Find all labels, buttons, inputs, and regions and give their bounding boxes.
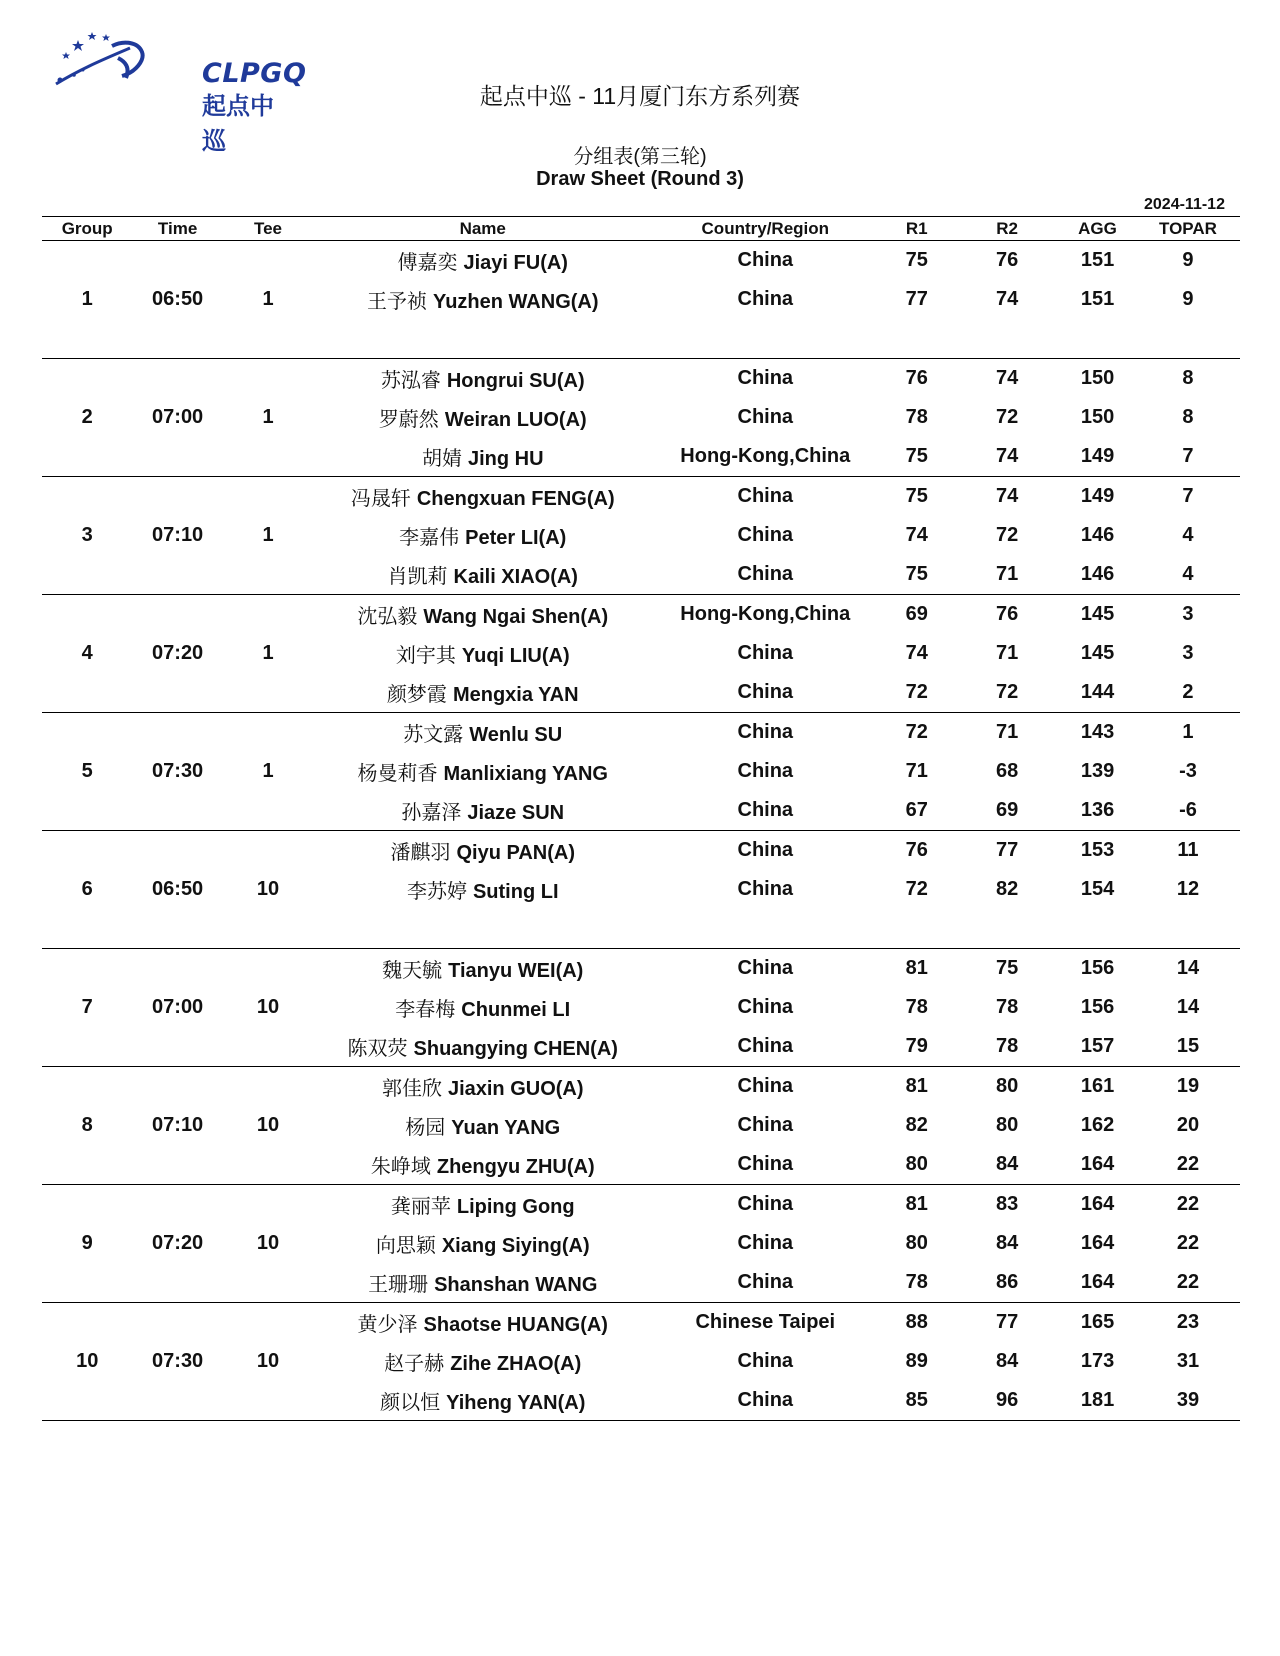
player-r2: 84 <box>996 1232 1019 1254</box>
player-r2: 84 <box>996 1350 1019 1372</box>
player-country: China <box>737 1193 794 1215</box>
player-r2: 72 <box>955 673 1059 713</box>
empty-cell <box>1059 319 1136 359</box>
player-r2: 74 <box>996 367 1019 389</box>
group-tee: 10 <box>223 1303 313 1421</box>
player-name-en: Weiran LUO(A) <box>444 409 587 431</box>
player-name <box>313 1342 652 1381</box>
player-country: China <box>737 249 794 271</box>
player-agg: 146 <box>1059 555 1136 595</box>
player-row <box>42 713 1240 753</box>
player-name-en: Peter LI(A) <box>465 527 567 549</box>
player-country: China <box>737 485 794 507</box>
player-name-en: Zihe ZHAO(A) <box>450 1353 582 1375</box>
empty-cell <box>955 909 1059 949</box>
player-name-cn: 傅嘉奕 <box>397 252 458 274</box>
player-r1: 71 <box>905 760 928 782</box>
player-topar: 11 <box>1177 839 1199 861</box>
player-agg: 145 <box>1080 603 1115 625</box>
player-r1: 75 <box>905 249 928 271</box>
player-topar: 7 <box>1136 437 1240 477</box>
player-r2: 72 <box>996 406 1019 428</box>
player-name-cn: 李春梅 <box>395 999 456 1021</box>
player-r1: 77 <box>905 288 928 310</box>
empty-cell <box>1136 909 1240 949</box>
player-topar: 9 <box>1182 288 1194 310</box>
player-name <box>313 713 652 753</box>
player-country: China <box>652 673 878 713</box>
player-name <box>313 359 652 399</box>
player-r2: 72 <box>996 524 1019 546</box>
player-row <box>42 1185 1240 1225</box>
player-name <box>313 1027 652 1067</box>
player-agg: 139 <box>1080 760 1115 782</box>
player-name <box>313 555 652 595</box>
player-topar: 19 <box>1176 1075 1200 1097</box>
player-agg: 146 <box>1080 524 1115 546</box>
player-name-en: Wang Ngai Shen(A) <box>423 606 609 628</box>
player-agg: 156 <box>1080 996 1115 1018</box>
logo-text-en: CLPGQ <box>202 58 307 89</box>
subtitle-cn: 分组表(第三轮) <box>573 146 707 168</box>
player-r1: 75 <box>878 555 955 595</box>
group-group: 8 <box>42 1067 132 1185</box>
player-row <box>42 241 1240 281</box>
player-country: China <box>737 1350 794 1372</box>
player-name-en: Suting LI <box>472 881 559 903</box>
player-r1: 81 <box>905 1193 928 1215</box>
group-group: 3 <box>42 477 132 595</box>
player-name <box>313 1224 652 1263</box>
player-r1: 78 <box>878 1263 955 1303</box>
player-r2: 74 <box>955 437 1059 477</box>
player-r2: 82 <box>996 878 1019 900</box>
player-country: Hong-Kong,China <box>680 603 851 625</box>
player-r2: 84 <box>955 1145 1059 1185</box>
player-name-en: Shaotse HUANG(A) <box>423 1314 608 1336</box>
player-topar: -3 <box>1179 760 1197 782</box>
player-name-en: Manlixiang YANG <box>443 763 608 785</box>
player-r2: 71 <box>996 642 1019 664</box>
player-name <box>313 595 652 635</box>
player-topar: 8 <box>1182 406 1194 428</box>
group-time: 07:20 <box>132 1185 222 1303</box>
player-agg: 154 <box>1080 878 1115 900</box>
player-name-cn: 赵子赫 <box>384 1353 445 1375</box>
player-r1: 82 <box>905 1114 928 1136</box>
player-agg: 181 <box>1059 1381 1136 1421</box>
player-name-en: Jiaxin GUO(A) <box>447 1078 584 1100</box>
player-topar: 4 <box>1182 524 1194 546</box>
player-r1: 78 <box>905 996 928 1018</box>
player-agg: 173 <box>1080 1350 1115 1372</box>
player-name <box>313 1067 652 1107</box>
player-country: China <box>652 1145 878 1185</box>
group-group: 6 <box>42 831 132 949</box>
player-country: China <box>737 1075 794 1097</box>
col-header-group: Group <box>42 217 132 241</box>
player-name <box>313 477 652 517</box>
player-r2: 80 <box>996 1114 1019 1136</box>
player-name <box>313 1145 652 1185</box>
col-header-agg: AGG <box>1059 217 1136 241</box>
player-r2: 96 <box>955 1381 1059 1421</box>
group-tee: 10 <box>223 1185 313 1303</box>
player-row <box>42 949 1240 989</box>
player-country: China <box>652 1263 878 1303</box>
player-topar: 7 <box>1182 485 1194 507</box>
player-r2: 80 <box>996 1075 1019 1097</box>
player-name-cn: 龚丽苹 <box>390 1196 451 1218</box>
group-group: 10 <box>42 1303 132 1421</box>
player-agg: 161 <box>1080 1075 1115 1097</box>
group-tee: 10 <box>223 1067 313 1185</box>
player-topar: 31 <box>1176 1350 1200 1372</box>
player-name <box>313 791 652 831</box>
empty-cell <box>652 319 878 359</box>
player-name-cn: 杨曼莉香 <box>357 763 438 785</box>
player-country: Hong-Kong,China <box>652 437 878 477</box>
player-topar: 15 <box>1136 1027 1240 1067</box>
player-agg: 153 <box>1080 839 1115 861</box>
player-name-en: Hongrui SU(A) <box>446 370 585 392</box>
player-agg: 151 <box>1080 288 1115 310</box>
group-group: 2 <box>42 359 132 477</box>
player-r2: 77 <box>996 839 1019 861</box>
empty-cell <box>1136 319 1240 359</box>
player-topar: 8 <box>1182 367 1194 389</box>
group-group: 1 <box>42 241 132 359</box>
player-r2: 86 <box>955 1263 1059 1303</box>
player-country: China <box>652 1027 878 1067</box>
group-tee: 1 <box>223 241 313 359</box>
player-name <box>313 241 652 281</box>
group-time: 06:50 <box>132 241 222 359</box>
player-name-cn: 李苏婷 <box>406 881 467 903</box>
player-r2: 78 <box>996 996 1019 1018</box>
player-name-cn: 刘宇其 <box>395 645 456 667</box>
player-name <box>313 1381 652 1421</box>
player-r1: 80 <box>905 1232 928 1254</box>
player-name-en: Shanshan WANG <box>434 1274 598 1296</box>
player-r1: 74 <box>905 642 928 664</box>
group-time: 07:10 <box>132 1067 222 1185</box>
player-r1: 76 <box>905 367 928 389</box>
player-name-en: Chengxuan FENG(A) <box>416 488 615 510</box>
player-name-cn: 罗蔚然 <box>378 409 439 431</box>
player-r1: 69 <box>905 603 928 625</box>
player-topar: 39 <box>1136 1381 1240 1421</box>
player-agg: 149 <box>1059 437 1136 477</box>
group-tee: 1 <box>223 477 313 595</box>
player-name-en: Yuzhen WANG(A) <box>432 291 599 313</box>
player-name-cn: 潘麒羽 <box>390 842 451 864</box>
player-topar: 23 <box>1176 1311 1200 1333</box>
empty-cell <box>878 909 955 949</box>
player-r1: 72 <box>905 878 928 900</box>
player-row <box>42 359 1240 399</box>
player-r1: 89 <box>905 1350 928 1372</box>
empty-cell <box>1059 909 1136 949</box>
player-name <box>313 870 652 909</box>
player-row <box>42 595 1240 635</box>
player-name-cn: 魏天毓 <box>382 960 443 982</box>
player-name-en: Yiheng YAN(A) <box>446 1392 586 1414</box>
group-time: 07:30 <box>132 1303 222 1421</box>
player-r2: 74 <box>996 288 1019 310</box>
player-r2: 78 <box>955 1027 1059 1067</box>
player-name-cn: 王予祯 <box>366 291 427 313</box>
player-agg: 164 <box>1080 1193 1115 1215</box>
player-country: China <box>737 524 794 546</box>
player-name-cn: 苏文露 <box>403 724 464 746</box>
draw-sheet-table <box>42 216 1240 1421</box>
player-country: China <box>737 642 794 664</box>
player-r1: 85 <box>878 1381 955 1421</box>
player-r1: 78 <box>905 406 928 428</box>
player-r1: 72 <box>878 673 955 713</box>
player-name-cn: 郭佳欣 <box>381 1078 442 1100</box>
subtitle-en: Draw Sheet (Round 3) <box>536 168 744 190</box>
player-r1: 79 <box>878 1027 955 1067</box>
player-topar: 22 <box>1176 1232 1200 1254</box>
player-name <box>313 634 652 673</box>
player-r2: 83 <box>996 1193 1019 1215</box>
player-agg: 136 <box>1059 791 1136 831</box>
player-name <box>313 437 652 477</box>
player-r1: 75 <box>878 437 955 477</box>
group-time: 07:20 <box>132 595 222 713</box>
draw-date: 2024-11-12 <box>1144 196 1225 213</box>
player-agg: 157 <box>1059 1027 1136 1067</box>
player-topar: 14 <box>1176 996 1200 1018</box>
player-r1: 80 <box>878 1145 955 1185</box>
empty-cell <box>652 909 878 949</box>
player-name-en: Yuan YANG <box>451 1117 561 1139</box>
player-agg: 144 <box>1059 673 1136 713</box>
player-name <box>313 1185 652 1225</box>
player-topar: 22 <box>1176 1193 1200 1215</box>
col-header-topar: TOPAR <box>1136 217 1240 241</box>
player-name-en: Zhengyu ZHU(A) <box>436 1156 595 1178</box>
player-r2: 77 <box>996 1311 1019 1333</box>
player-agg: 162 <box>1080 1114 1115 1136</box>
group-tee: 1 <box>223 359 313 477</box>
table-header-row <box>42 217 1240 241</box>
player-name-cn: 向思颖 <box>375 1235 436 1257</box>
player-topar: 22 <box>1136 1145 1240 1185</box>
group-tee: 10 <box>223 949 313 1067</box>
player-name-cn: 颜梦霞 <box>386 684 447 706</box>
player-name-en: Jing HU <box>467 448 544 470</box>
player-r1: 81 <box>905 957 928 979</box>
player-r2: 68 <box>996 760 1019 782</box>
player-r2: 75 <box>996 957 1019 979</box>
empty-cell <box>313 909 652 949</box>
empty-cell <box>313 319 652 359</box>
player-name-cn: 孙嘉泽 <box>401 802 462 824</box>
group-tee: 1 <box>223 713 313 831</box>
group-group: 5 <box>42 713 132 831</box>
group-time: 07:00 <box>132 359 222 477</box>
player-r1: 75 <box>905 485 928 507</box>
player-name <box>313 1303 652 1343</box>
player-name-cn: 肖凯莉 <box>387 566 448 588</box>
group-tee: 1 <box>223 595 313 713</box>
player-name-cn: 胡婧 <box>421 448 462 470</box>
player-row <box>42 831 1240 871</box>
draw-table-body <box>42 241 1240 1421</box>
player-row <box>42 1303 1240 1343</box>
group-group: 9 <box>42 1185 132 1303</box>
player-topar: 2 <box>1136 673 1240 713</box>
player-row <box>42 1067 1240 1107</box>
player-r1: 72 <box>905 721 928 743</box>
player-country: China <box>737 878 794 900</box>
player-topar: -6 <box>1136 791 1240 831</box>
player-name-cn: 冯晟轩 <box>350 488 411 510</box>
group-time: 06:50 <box>132 831 222 949</box>
player-r2: 74 <box>996 485 1019 507</box>
player-agg: 143 <box>1080 721 1115 743</box>
player-country: China <box>652 1381 878 1421</box>
player-name-cn: 李嘉伟 <box>399 527 460 549</box>
player-agg: 150 <box>1080 367 1115 389</box>
player-name-en: Tianyu WEI(A) <box>448 960 584 982</box>
player-name <box>313 988 652 1027</box>
player-r2: 71 <box>955 555 1059 595</box>
player-r2: 76 <box>996 249 1019 271</box>
player-country: China <box>737 1232 794 1254</box>
col-header-tee: Tee <box>223 217 313 241</box>
player-topar: 1 <box>1182 721 1194 743</box>
col-header-country: Country/Region <box>652 217 878 241</box>
player-name <box>313 752 652 791</box>
player-agg: 151 <box>1080 249 1115 271</box>
player-country: China <box>737 957 794 979</box>
player-country: China <box>737 406 794 428</box>
player-agg: 164 <box>1059 1145 1136 1185</box>
player-row <box>42 477 1240 517</box>
player-name-cn: 颜以恒 <box>380 1392 441 1414</box>
player-name <box>313 673 652 713</box>
player-country: China <box>737 1114 794 1136</box>
player-agg: 164 <box>1080 1232 1115 1254</box>
player-r1: 74 <box>905 524 928 546</box>
player-name-en: Jiayi FU(A) <box>463 252 568 274</box>
player-r2: 76 <box>996 603 1019 625</box>
player-agg: 149 <box>1080 485 1115 507</box>
player-name <box>313 280 652 319</box>
player-name-en: Kaili XIAO(A) <box>453 566 578 588</box>
empty-cell <box>955 319 1059 359</box>
player-name-en: Liping Gong <box>456 1196 575 1218</box>
player-r1: 81 <box>905 1075 928 1097</box>
player-topar: 12 <box>1176 878 1200 900</box>
player-name <box>313 1263 652 1303</box>
player-agg: 150 <box>1080 406 1115 428</box>
player-topar: 14 <box>1176 957 1200 979</box>
player-agg: 156 <box>1080 957 1115 979</box>
col-header-r2: R2 <box>955 217 1059 241</box>
player-topar: 3 <box>1182 603 1194 625</box>
player-topar: 9 <box>1182 249 1194 271</box>
player-topar: 22 <box>1136 1263 1240 1303</box>
player-name <box>313 831 652 871</box>
player-country: China <box>737 996 794 1018</box>
group-time: 07:10 <box>132 477 222 595</box>
player-country: Chinese Taipei <box>695 1311 836 1333</box>
player-r1: 67 <box>878 791 955 831</box>
col-header-r1: R1 <box>878 217 955 241</box>
page-title: 起点中巡 - 11月厦门东方系列赛 <box>479 83 801 109</box>
group-time: 07:30 <box>132 713 222 831</box>
player-name <box>313 516 652 555</box>
player-topar: 3 <box>1182 642 1194 664</box>
player-r1: 88 <box>905 1311 928 1333</box>
player-topar: 4 <box>1136 555 1240 595</box>
col-header-name: Name <box>313 217 652 241</box>
player-name-en: Qiyu PAN(A) <box>456 842 575 864</box>
player-r2: 69 <box>955 791 1059 831</box>
player-r2: 71 <box>996 721 1019 743</box>
player-name-cn: 王珊珊 <box>368 1274 429 1296</box>
player-name-en: Chunmei LI <box>461 999 571 1021</box>
player-country: China <box>737 839 794 861</box>
group-group: 7 <box>42 949 132 1067</box>
group-tee: 10 <box>223 831 313 949</box>
player-r1: 76 <box>905 839 928 861</box>
player-name-en: Xiang Siying(A) <box>441 1235 590 1257</box>
player-name-en: Mengxia YAN <box>452 684 579 706</box>
player-name-cn: 沈弘毅 <box>357 606 418 628</box>
player-name-en: Jiaze SUN <box>467 802 565 824</box>
player-country: China <box>737 721 794 743</box>
player-agg: 165 <box>1080 1311 1115 1333</box>
player-country: China <box>737 288 794 310</box>
logo-text-cn: 起点中巡 <box>202 92 274 155</box>
player-country: China <box>737 367 794 389</box>
player-name <box>313 398 652 437</box>
player-name-cn: 杨园 <box>405 1117 446 1139</box>
player-name-cn: 苏泓睿 <box>380 370 441 392</box>
col-header-time: Time <box>132 217 222 241</box>
player-name-cn: 陈双荧 <box>347 1038 408 1060</box>
player-name-en: Shuangying CHEN(A) <box>413 1038 618 1060</box>
player-name-cn: 朱峥域 <box>370 1156 431 1178</box>
player-topar: 20 <box>1176 1114 1200 1136</box>
player-name-en: Yuqi LIU(A) <box>461 645 570 667</box>
player-agg: 145 <box>1080 642 1115 664</box>
group-group: 4 <box>42 595 132 713</box>
empty-cell <box>878 319 955 359</box>
player-country: China <box>652 555 878 595</box>
player-name <box>313 949 652 989</box>
player-name-cn: 黄少泽 <box>357 1314 418 1336</box>
player-country: China <box>737 760 794 782</box>
player-name <box>313 1106 652 1145</box>
player-name-en: Wenlu SU <box>469 724 563 746</box>
group-time: 07:00 <box>132 949 222 1067</box>
player-country: China <box>652 791 878 831</box>
player-agg: 164 <box>1059 1263 1136 1303</box>
